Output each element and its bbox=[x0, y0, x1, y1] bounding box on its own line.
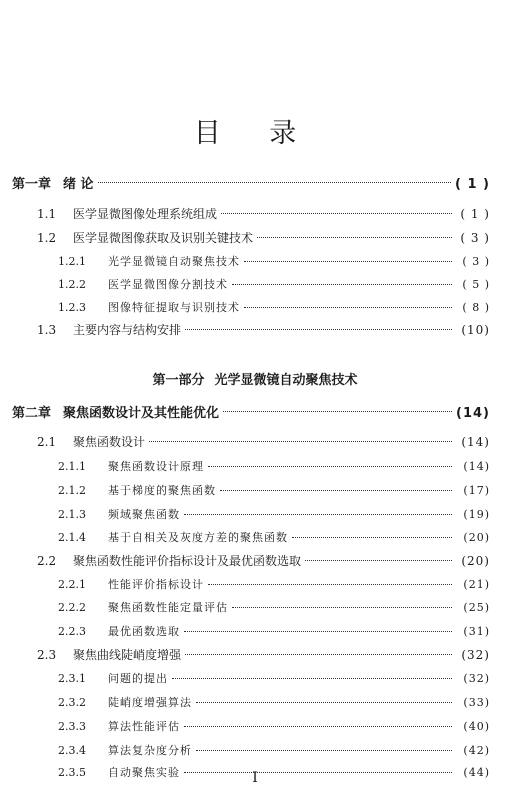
toc-entry-number: 2.1.3 bbox=[58, 508, 86, 521]
toc-entry-title: 性能评价指标设计 bbox=[108, 578, 204, 591]
toc-subsection-entry[interactable] bbox=[58, 576, 490, 592]
toc-entry-page: (32) bbox=[461, 648, 490, 662]
dot-leader bbox=[184, 631, 452, 632]
toc-entry-number: 1.2 bbox=[37, 231, 57, 245]
toc-subsection-entry[interactable] bbox=[58, 299, 490, 315]
toc-entry-page: (14) bbox=[463, 460, 490, 473]
toc-subsection-entry[interactable] bbox=[58, 482, 490, 498]
toc-entry-page: (20) bbox=[463, 531, 490, 544]
toc-entry-number: 2.1.4 bbox=[58, 531, 86, 544]
toc-entry-page: (19) bbox=[463, 508, 490, 521]
toc-entry-page: ( 3 ) bbox=[462, 255, 490, 268]
toc-entry-number: 2.3.1 bbox=[58, 672, 86, 685]
dot-leader bbox=[184, 514, 452, 515]
part-heading bbox=[0, 369, 510, 388]
toc-subsection-entry[interactable] bbox=[58, 718, 490, 734]
page-title: 目 录 bbox=[193, 118, 317, 150]
toc-entry-page: (32) bbox=[463, 672, 490, 685]
toc-entry-title: 聚焦函数设计 bbox=[73, 435, 146, 449]
toc-entry-title: 聚焦函数性能定量评估 bbox=[108, 601, 228, 614]
toc-subsection-entry[interactable] bbox=[58, 742, 490, 758]
toc-subsection-entry[interactable] bbox=[58, 623, 490, 639]
toc-entry-page: (40) bbox=[463, 720, 490, 733]
toc-entry-number: 1.2.3 bbox=[58, 301, 86, 314]
toc-section-entry[interactable] bbox=[37, 229, 490, 246]
toc-entry-title: 陡峭度增强算法 bbox=[108, 696, 192, 709]
toc-entry-title: 基于自相关及灰度方差的聚焦函数 bbox=[108, 531, 288, 544]
toc-entry-page: (44) bbox=[463, 766, 490, 779]
dot-leader bbox=[232, 284, 452, 285]
toc-entry-number: 2.3.4 bbox=[58, 744, 86, 757]
page-number: I bbox=[252, 770, 258, 786]
toc-subsection-entry[interactable] bbox=[58, 529, 490, 545]
toc-entry-number: 1.1 bbox=[37, 207, 57, 221]
toc-subsection-entry[interactable] bbox=[58, 670, 490, 686]
toc-entry-page: (21) bbox=[463, 578, 490, 591]
toc-subsection-entry[interactable] bbox=[58, 458, 490, 474]
toc-entry-title: 医学显微图像处理系统组成 bbox=[73, 207, 218, 221]
toc-entry-title: 频域聚焦函数 bbox=[108, 508, 180, 521]
toc-entry-number: 2.1 bbox=[37, 435, 57, 449]
toc-subsection-entry[interactable] bbox=[58, 694, 490, 710]
toc-entry-number: 第二章 bbox=[12, 406, 52, 421]
toc-entry-page: (14) bbox=[461, 435, 490, 449]
dot-leader bbox=[149, 441, 452, 442]
toc-entry-title: 光学显微镜自动聚焦技术 bbox=[108, 255, 240, 268]
toc-entry-number: 第一章 bbox=[12, 177, 52, 192]
toc-entry-page: (31) bbox=[463, 625, 490, 638]
toc-entry-page: ( 1 ) bbox=[460, 207, 490, 221]
toc-entry-number: 2.2 bbox=[37, 554, 57, 568]
toc-entry-page: (25) bbox=[463, 601, 490, 614]
dot-leader bbox=[172, 678, 452, 679]
dot-leader bbox=[305, 560, 452, 561]
dot-leader bbox=[232, 607, 452, 608]
part-title: 光学显微镜自动聚焦技术 bbox=[214, 373, 358, 388]
dot-leader bbox=[98, 182, 451, 183]
dot-leader bbox=[292, 537, 452, 538]
toc-entry-title: 绪 论 bbox=[63, 177, 94, 192]
toc-entry-page: (14) bbox=[456, 406, 490, 421]
toc-entry-number: 2.1.2 bbox=[58, 484, 86, 497]
dot-leader bbox=[185, 654, 452, 655]
dot-leader bbox=[221, 213, 452, 214]
toc-entry-number: 2.3.5 bbox=[58, 766, 86, 779]
toc-subsection-entry[interactable] bbox=[58, 253, 490, 269]
toc-section-entry[interactable] bbox=[37, 646, 490, 663]
dot-leader bbox=[208, 466, 452, 467]
toc-entry-page: ( 8 ) bbox=[462, 301, 490, 314]
toc-subsection-entry[interactable] bbox=[58, 276, 490, 292]
toc-entry-title: 聚焦曲线陡峭度增强 bbox=[73, 648, 182, 662]
dot-leader bbox=[196, 702, 452, 703]
toc-entry-title: 算法复杂度分析 bbox=[108, 744, 192, 757]
toc-entry-number: 2.2.1 bbox=[58, 578, 86, 591]
dot-leader bbox=[208, 584, 452, 585]
toc-entry-number: 1.2.2 bbox=[58, 278, 86, 291]
toc-entry-page: ( 1 ) bbox=[455, 177, 490, 192]
toc-entry-page: (10) bbox=[461, 323, 490, 337]
dot-leader bbox=[223, 411, 452, 412]
toc-entry-page: (20) bbox=[461, 554, 490, 568]
toc-entry-title: 图像特征提取与识别技术 bbox=[108, 301, 240, 314]
toc-section-entry[interactable] bbox=[37, 321, 490, 338]
dot-leader bbox=[196, 750, 452, 751]
toc-entry-title: 自动聚焦实验 bbox=[108, 766, 180, 779]
toc-entry-title: 聚焦函数设计原理 bbox=[108, 460, 204, 473]
toc-entry-title: 算法性能评估 bbox=[108, 720, 180, 733]
toc-entry-number: 2.3.3 bbox=[58, 720, 86, 733]
toc-entry-title: 最优函数选取 bbox=[108, 625, 180, 638]
toc-entry-title: 主要内容与结构安排 bbox=[73, 323, 182, 337]
dot-leader bbox=[244, 261, 452, 262]
toc-entry-title: 聚焦函数性能评价指标设计及最优函数选取 bbox=[73, 554, 302, 568]
dot-leader bbox=[185, 329, 452, 330]
toc-entry-number: 2.3 bbox=[37, 648, 57, 662]
toc-entry-page: (33) bbox=[463, 696, 490, 709]
toc-entry-title: 基于梯度的聚焦函数 bbox=[108, 484, 216, 497]
toc-entry-number: 1.3 bbox=[37, 323, 57, 337]
toc-entry-number: 1.2.1 bbox=[58, 255, 86, 268]
toc-entry-page: ( 5 ) bbox=[462, 278, 490, 291]
dot-leader bbox=[257, 237, 452, 238]
toc-entry-title: 医学显微图像分割技术 bbox=[108, 278, 228, 291]
toc-section-entry[interactable] bbox=[37, 433, 490, 450]
toc-section-entry[interactable] bbox=[37, 205, 490, 222]
toc-entry-number: 2.1.1 bbox=[58, 460, 86, 473]
toc-entry-number: 2.3.2 bbox=[58, 696, 86, 709]
toc-entry-title: 医学显微图像获取及识别关键技术 bbox=[73, 231, 254, 245]
toc-entry-page: ( 3 ) bbox=[460, 231, 490, 245]
toc-entry-title: 问题的提出 bbox=[108, 672, 168, 685]
toc-entry-page: (17) bbox=[463, 484, 490, 497]
dot-leader bbox=[184, 726, 452, 727]
toc-subsection-entry[interactable] bbox=[58, 506, 490, 522]
toc-chapter-entry[interactable] bbox=[12, 402, 490, 421]
dot-leader bbox=[220, 490, 452, 491]
toc-entry-number: 2.2.2 bbox=[58, 601, 86, 614]
toc-subsection-entry[interactable] bbox=[58, 599, 490, 615]
toc-chapter-entry[interactable] bbox=[12, 173, 490, 192]
dot-leader bbox=[244, 307, 452, 308]
toc-entry-number: 2.2.3 bbox=[58, 625, 86, 638]
toc-section-entry[interactable] bbox=[37, 552, 490, 569]
part-label: 第一部分 bbox=[152, 373, 205, 388]
toc-entry-page: (42) bbox=[463, 744, 490, 757]
toc-entry-title: 聚焦函数设计及其性能优化 bbox=[63, 406, 220, 421]
